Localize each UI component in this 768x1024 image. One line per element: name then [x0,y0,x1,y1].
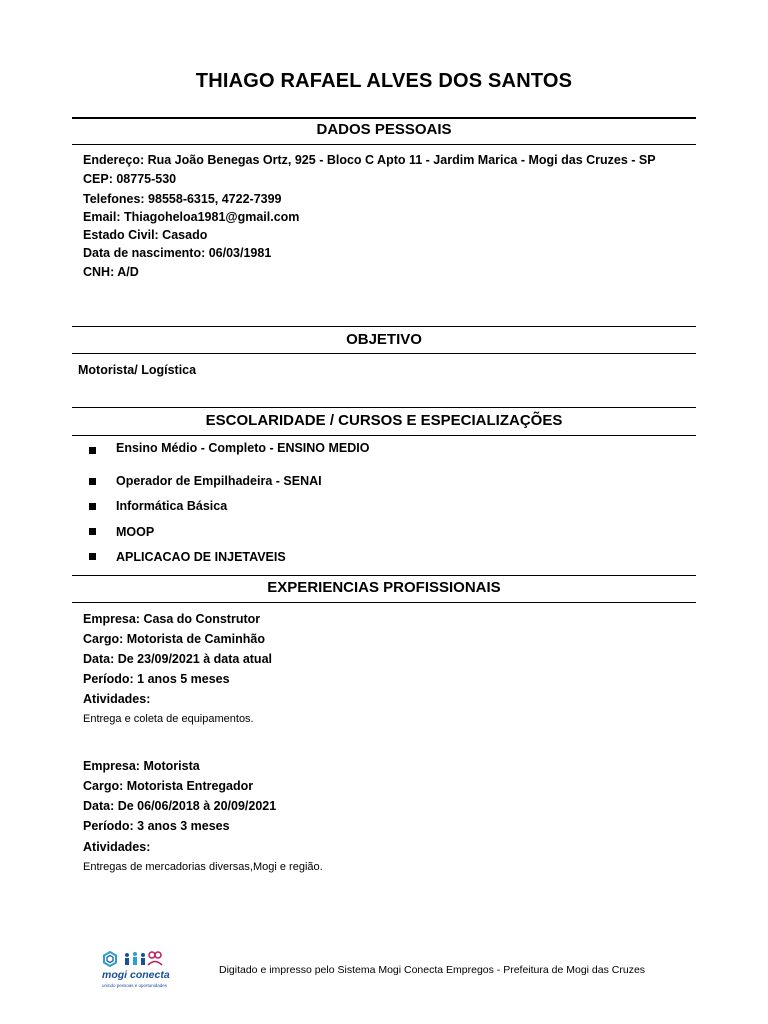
experience-activities-label: Atividades: [83,692,151,706]
education-item: Ensino Médio - Completo - ENSINO MEDIO [116,441,370,455]
section-divider [72,144,696,145]
bullet-icon [89,478,96,485]
experience-company: Empresa: Casa do Construtor [83,612,261,626]
section-divider [72,575,696,576]
objective-text: Motorista/ Logística [78,363,197,377]
phones-line: Telefones: 98558-6315, 4722-7399 [83,192,282,206]
section-divider [72,353,696,354]
experience-role: Cargo: Motorista Entregador [83,779,254,793]
experience-activities: Entregas de mercadorias diversas,Mogi e região. [83,861,323,873]
section-divider [72,326,696,327]
section-divider [72,602,696,603]
mogi-conecta-logo [88,946,170,994]
section-title-personal: DADOS PESSOAIS [316,121,452,138]
bullet-icon [89,447,96,454]
experience-period: Período: 3 anos 3 meses [83,819,230,833]
section-title-objective: OBJETIVO [346,331,422,348]
logo-tagline: unindo pessoas e oportunidades [102,983,168,988]
cnh-line: CNH: A/D [83,265,139,279]
candidate-name: THIAGO RAFAEL ALVES DOS SANTOS [195,70,573,92]
cep-line: CEP: 08775-530 [83,172,177,186]
education-item: Informática Básica [116,499,228,513]
birth-date-line: Data de nascimento: 06/03/1981 [83,246,272,260]
civil-status-line: Estado Civil: Casado [83,228,208,242]
logo-text: mogi conecta [102,969,170,981]
section-divider [72,407,696,408]
education-item: Operador de Empilhadeira - SENAI [116,474,322,488]
address-line: Endereço: Rua João Benegas Ortz, 925 - Bloco C Apto 11 - Jardim Marica - Mogi das Cruzes - SP [83,153,656,167]
bullet-icon [89,503,96,510]
experience-date: Data: De 06/06/2018 à 20/09/2021 [83,799,277,813]
section-divider [72,435,696,436]
section-title-education: ESCOLARIDADE / CURSOS E ESPECIALIZAÇÕES [205,412,563,429]
bullet-icon [89,553,96,560]
email-line: Email: Thiagoheloa1981@gmail.com [83,210,300,224]
education-item: APLICACAO DE INJETAVEIS [116,550,286,564]
bullet-icon [89,528,96,535]
section-title-experience: EXPERIENCIAS PROFISSIONAIS [267,579,501,596]
experience-activities: Entrega e coleta de equipamentos. [83,713,254,725]
experience-period: Período: 1 anos 5 meses [83,672,230,686]
experience-company: Empresa: Motorista [83,759,200,773]
section-divider [72,117,696,119]
footer-text: Digitado e impresso pelo Sistema Mogi Conecta Empregos - Prefeitura de Mogi das Cruzes [219,964,646,976]
education-item: MOOP [116,525,155,539]
experience-date: Data: De 23/09/2021 à data atual [83,652,272,666]
experience-activities-label: Atividades: [83,840,151,854]
experience-role: Cargo: Motorista de Caminhão [83,632,265,646]
